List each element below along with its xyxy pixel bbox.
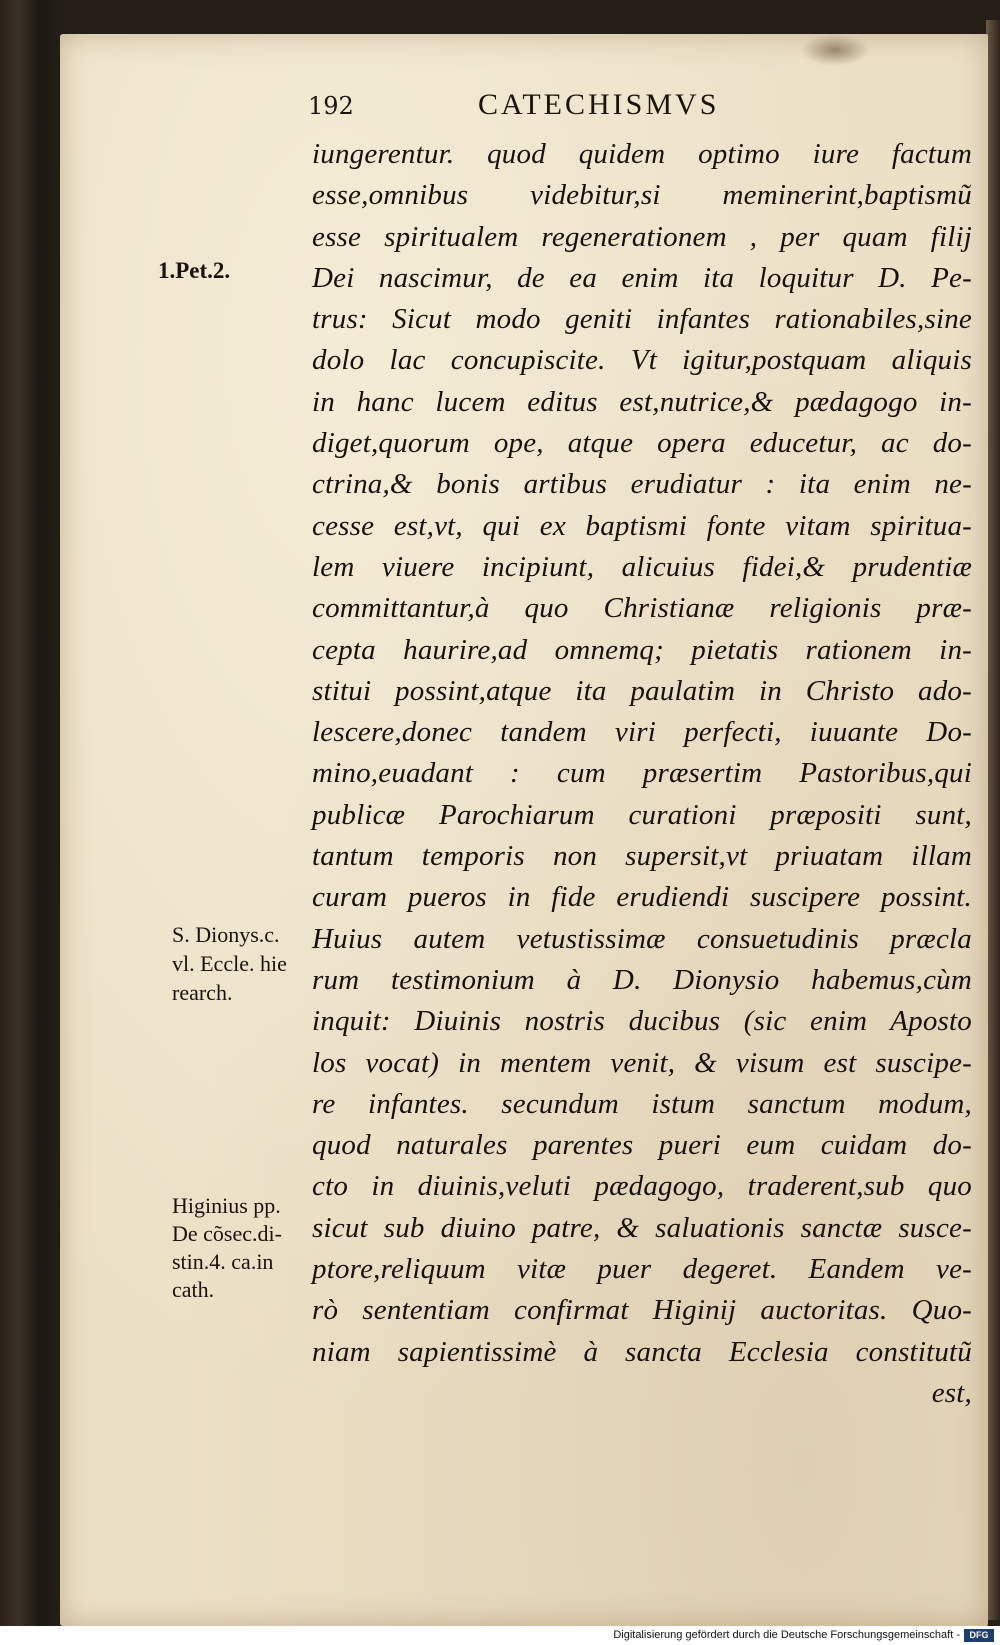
text-line: est,	[931, 1376, 972, 1409]
text-line: Dei nascimur, de ea enim ita loquitur D. Pe-	[312, 261, 972, 294]
text-line: cesse est,vt, qui ex baptismi fonte vitam spiritua-	[312, 509, 972, 542]
marginal-note-line: vl. Eccle. hie	[172, 951, 287, 976]
text-line: curam pueros in fide erudiendi suscipere possint.	[312, 881, 972, 914]
text-line: esse spiritualem regenerationem , per quam filij	[312, 220, 972, 253]
text-line: publicæ Parochiarum curationi præpositi sunt,	[312, 798, 972, 831]
marginal-note-line: Higinius pp.	[172, 1193, 281, 1218]
text-line: inquit: Diuinis nostris ducibus (sic enim Aposto	[312, 1005, 972, 1038]
marginal-note-line: De cõsec.di-	[172, 1221, 282, 1246]
page-number: 192	[308, 92, 354, 120]
text-line: ctrina,& bonis artibus erudiatur : ita enim ne-	[312, 468, 972, 501]
marginal-note-peter	[158, 258, 230, 284]
text-line: sicut sub diuino patre, & saluationis sanctæ susce-	[312, 1211, 972, 1244]
text-line: lem viuere incipiunt, alicuius fidei,& prudentiæ	[312, 550, 972, 583]
text-line: cepta haurire,ad omnemq; pietatis rationem in-	[312, 633, 972, 666]
text-line: quod naturales parentes pueri eum cuidam do-	[312, 1129, 972, 1162]
text-line: dolo lac concupiscite. Vt igitur,postquam aliquis	[312, 344, 972, 377]
text-line: trus: Sicut modo geniti infantes rationabiles,sine	[312, 303, 972, 336]
text-line: niam sapientissimè à sancta Ecclesia constitutũ	[312, 1335, 972, 1368]
footer-credit: Digitalisierung gefördert durch die Deutsche Forschungsgemeinschaft -	[613, 1629, 960, 1641]
running-head: CATECHISMVS	[478, 88, 720, 121]
text-line: Huius autem vetustissimæ consuetudinis præcla	[312, 922, 972, 955]
text-line: los vocat) in mentem venit, & visum est suscipe-	[312, 1046, 972, 1079]
text-line: committantur,à quo Christianæ religionis præ-	[312, 592, 972, 625]
dfg-logo: DFG	[964, 1629, 994, 1642]
marginal-note-line: S. Dionys.c.	[172, 922, 280, 947]
marginal-note-line: stin.4. ca.in	[172, 1249, 274, 1274]
text-line: iungerentur. quod quidem optimo iure factum	[312, 138, 972, 170]
marginal-note-line: cath.	[172, 1277, 215, 1302]
paper-stain	[800, 34, 870, 66]
marginal-note-dionysius	[172, 920, 287, 1007]
text-line: esse,omnibus videbitur,si meminerint,baptismũ	[312, 179, 972, 212]
text-line: tantum temporis non supersit,vt priuatam illam	[312, 840, 972, 873]
book-edge	[986, 20, 1000, 1620]
body-text	[312, 134, 972, 1414]
text-line: rum testimonium à D. Dionysio habemus,cùm	[312, 963, 972, 996]
text-line: stitui possint,atque ita paulatim in Christo ado-	[312, 674, 972, 707]
text-line: mino,euadant : cum præsertim Pastoribus,qui	[312, 757, 972, 790]
marginal-note-higinius	[172, 1192, 282, 1304]
text-line: lescere,donec tandem viri perfecti, iuuante Do-	[312, 716, 972, 749]
marginal-note-line: rearch.	[172, 980, 233, 1005]
text-line: rò sententiam confirmat Higinij auctoritas. Quo-	[312, 1294, 972, 1327]
text-line: ptore,reliquum vitæ puer degeret. Eandem ve-	[312, 1253, 972, 1286]
text-line: re infantes. secundum istum sanctum modum,	[312, 1087, 972, 1120]
marginal-note-line: 1.Pet.2.	[158, 258, 231, 283]
text-line: in hanc lucem editus est,nutrice,& pædagogo in-	[312, 385, 972, 418]
text-line: cto in diuinis,veluti pædagogo, traderent,sub quo	[312, 1170, 972, 1203]
text-line: diget,quorum ope, atque opera educetur, ac do-	[312, 427, 972, 460]
